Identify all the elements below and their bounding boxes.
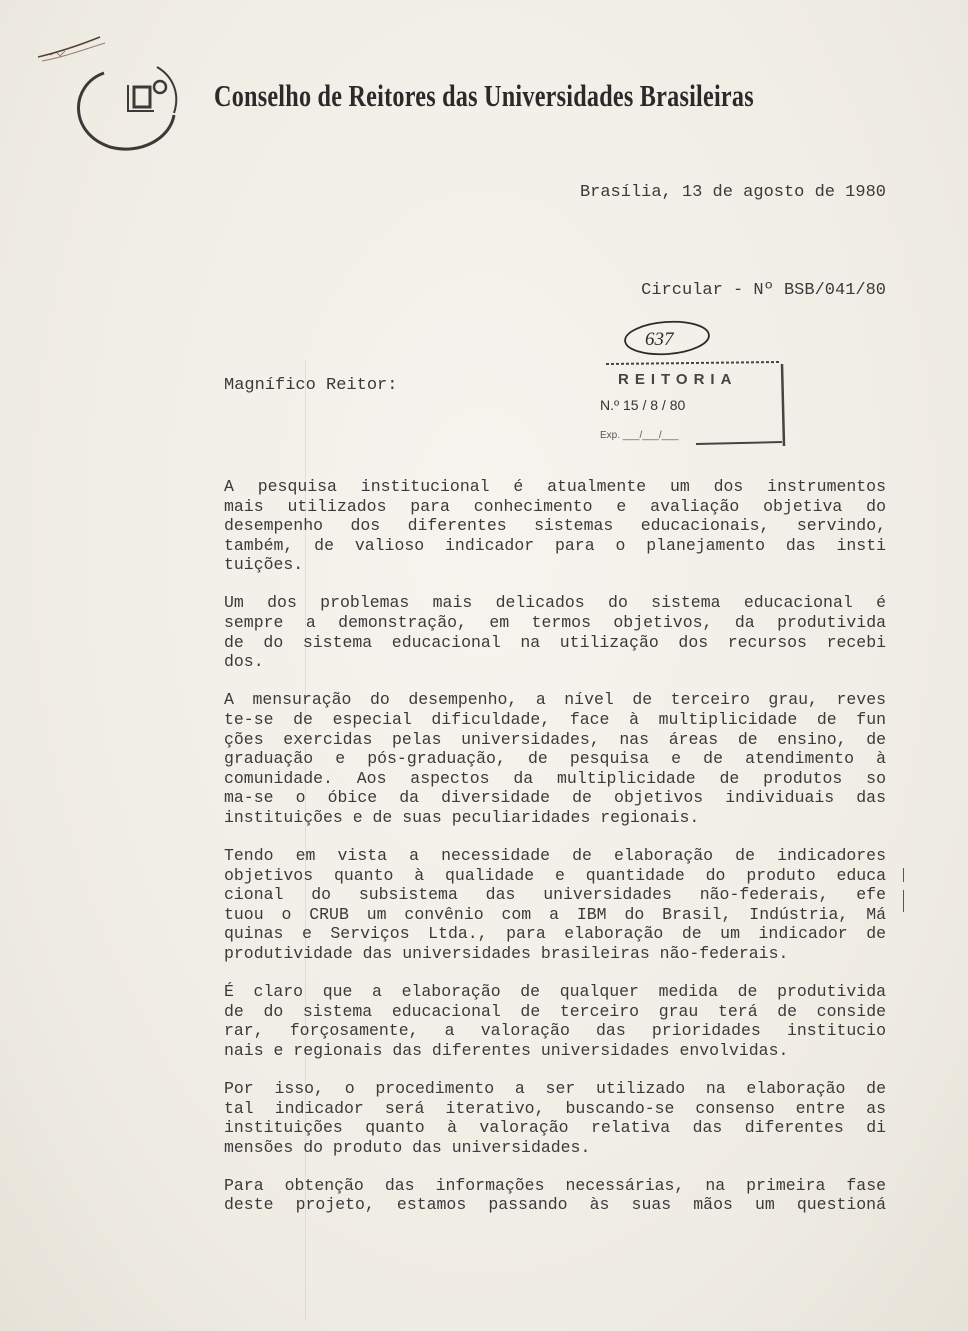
text-line: Por isso, o procedimento a ser utilizado na elaboração de [224,1078,886,1098]
text-line: quinas e Serviços Ltda., para elaboração de um indicador de [224,924,886,944]
letter-body [224,477,886,1234]
text-line: nais e regionais das diferentes universidades envolvidas. [224,1040,789,1060]
crub-logo-icon [62,55,192,155]
paragraph-6 [224,1079,886,1157]
text-line: objetivos quanto à qualidade e quantidade do produto educa [224,865,886,885]
text-line: A mensuração do desempenho, a nível de terceiro grau, reves [224,690,886,710]
paragraph-2 [224,593,886,671]
letterhead-title: Conselho de Reitores das Universidades Brasileiras [214,78,754,113]
text-line: Um dos problemas mais delicados do sistema educacional é [224,593,886,613]
text-line: te-se de especial dificuldade, face à multiplicidade de fun [224,709,886,729]
text-line: É claro que a elaboração de qualquer medida de produtivida [224,982,886,1002]
paragraph-1 [224,477,886,575]
stamp-title: REITORIA [618,371,738,388]
text-line: de do sistema educacional de terceiro grau terá de conside [224,1001,886,1021]
text-line: tal indicador será iterativo, buscando-se consenso entre as [224,1098,886,1118]
text-line: instituições quanto à valoração relativa das diferentes di [224,1118,886,1138]
text-line: dos. [224,652,264,672]
text-line: tuições. [224,555,304,575]
handwritten-number-text: 637 [645,329,674,350]
text-line: ma-se o óbice da diversidade de objetivos individuais das [224,788,886,808]
margin-mark [903,890,904,912]
margin-mark [903,868,904,882]
text-line: ções exercidas pelas universidades, nas áreas de ensino, de [224,729,886,749]
paragraph-4 [224,846,886,964]
letter-date: Brasília, 13 de agosto de 1980 [579,183,886,202]
text-line: rar, forçosamente, a valoração das prioridades institucio [224,1021,886,1041]
text-line: sempre a demonstração, em termos objetivos, da produtivida [224,613,886,633]
text-line: Tendo em vista a necessidade de elaboração de indicadores [224,846,886,865]
text-line: instituições e de suas peculiaridades regionais. [224,807,700,827]
handwritten-circled-number [623,318,715,358]
stamp-dispatch-line: Exp. ___/___/___ [600,430,679,441]
paragraph-5 [224,982,886,1060]
text-line: também, de valioso indicador para o planejamento das insti [224,535,886,555]
paragraph-3 [224,690,886,827]
text-line: deste projeto, estamos passando às suas mãos um questioná [224,1195,886,1215]
text-line: mais utilizados para conhecimento e avaliação objetiva do [224,496,886,516]
text-line: A pesquisa institucional é atualmente um dos instrumentos [224,477,886,496]
paragraph-7 [224,1176,886,1215]
text-line: mensões do produto das universidades. [224,1137,591,1157]
text-line: tuou o CRUB um convênio com a IBM do Brasil, Indústria, Má [224,904,886,924]
text-line: Para obtenção das informações necessárias, na primeira fase [224,1175,886,1195]
text-line: produtividade das universidades brasileiras não-federais. [224,943,789,963]
text-line: desempenho dos diferentes sistemas educacionais, servindo, [224,516,886,536]
circular-number: Circular - Nº BSB/041/80 [641,281,886,300]
text-line: de do sistema educacional na utilização dos recursos recebi [224,632,886,652]
salutation: Magnífico Reitor: [224,376,398,395]
text-line: graduação e pós-graduação, de pesquisa e de atendimento à [224,749,886,769]
reitoria-stamp [596,360,786,450]
text-line: cional do subsistema das universidades não-federais, efe [224,885,886,905]
stamp-received-line: N.º 15 / 8 / 80 [600,397,686,413]
text-line: comunidade. Aos aspectos da multiplicidade de produtos so [224,768,886,788]
